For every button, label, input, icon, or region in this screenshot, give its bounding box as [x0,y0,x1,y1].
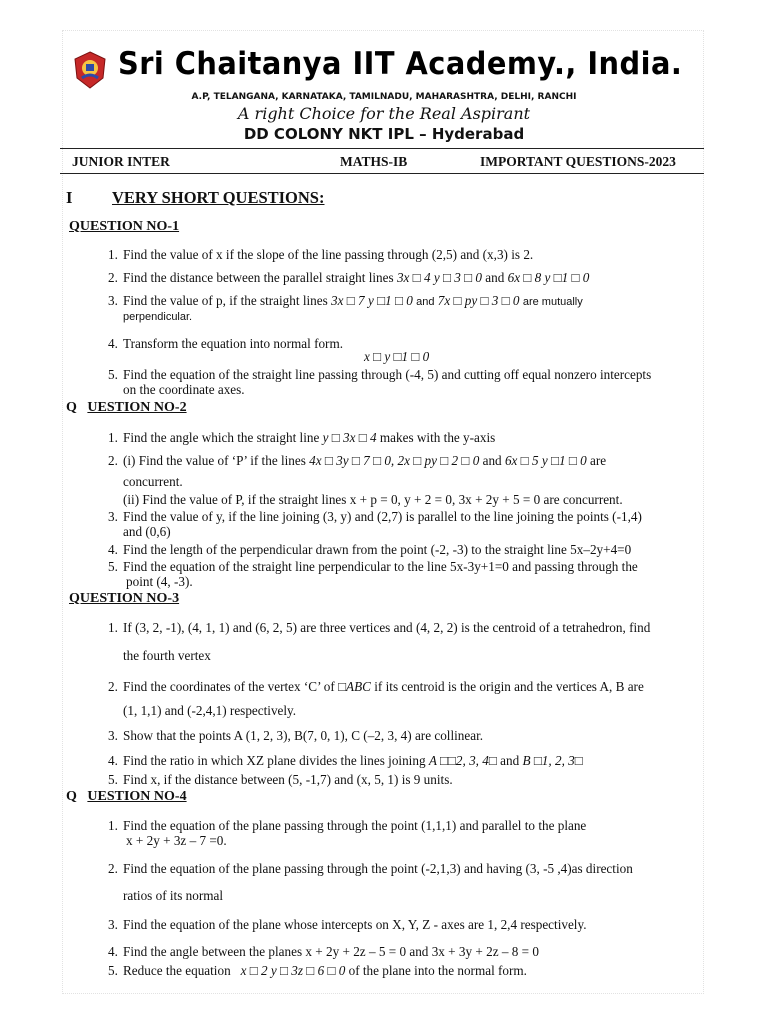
item-continuation: the fourth vertex [123,648,211,663]
item-text: Find the length of the perpendicular drawn from the point (-2, -3) to the straight line 5x–2y+4=0 [123,542,632,557]
q1-item-1 [108,247,686,262]
item-number: 3. [108,917,118,932]
states-list: A.P, TELANGANA, KARNATAKA, TAMILNADU, MAHARASHTRA, DELHI, RANCHI [191,92,577,102]
item-text-tail: are mutually [522,296,583,308]
q2-item-2 [108,453,686,507]
item-text: Transform the equation into normal form. [123,336,344,351]
item-text-tail: are [590,453,607,468]
and-text: and [416,296,435,308]
q4-item-1 [108,818,686,848]
question-heading-4 [66,789,187,805]
item-text: Reduce the equation [123,963,231,978]
item-continuation: point (4, -3). [126,574,193,589]
heading-rest: UESTION NO-4 [87,789,187,804]
q4-item-2 [108,861,686,903]
item-number: 2. [108,270,118,285]
item-text: Find the ratio in which XZ plane divides the lines joining [123,753,426,768]
section-title: VERY SHORT QUESTIONS: [112,188,325,207]
item-text: Find x, if the distance between (5, -1,7) and (x, 5, 1) is 9 units. [123,772,453,787]
item-text: Find the angle which the straight line [123,430,320,445]
item-number: 4. [108,542,118,557]
triangle-symbol: □ABC [338,679,371,694]
question-heading-3: QUESTION NO-3 [69,591,180,606]
q3-item-3 [108,728,686,743]
class-label: JUNIOR INTER [72,154,170,169]
paper-title: IMPORTANT QUESTIONS-2023 [480,154,676,169]
q2-item-5 [108,559,686,589]
item-text: Find the equation of the straight line perpendicular to the line 5x-3y+1=0 and passing through the [123,559,638,574]
item-number: 5. [108,963,118,978]
section-number: I [66,188,73,207]
q2-item-3 [108,509,686,539]
item-number: 3. [108,293,118,308]
equation: 7x □ py □ 3 □ 0 [437,293,520,308]
item-continuation: concurrent. [123,474,183,489]
item-number: 1. [108,620,118,635]
equation: 6x □ 8 y □1 □ 0 [507,270,590,285]
item-text-tail: if its centroid is the origin and the vertices A, B are [374,679,644,694]
and-text: and [482,453,502,468]
item-continuation: ratios of its normal [123,888,223,903]
q4-item-4 [108,944,686,959]
q1-item-2 [108,270,686,285]
item-number: 1. [108,818,118,833]
q3-item-5 [108,772,686,787]
academy-title: Sri Chaitanya IIT Academy., India. [118,46,683,82]
item-text: Find the equation of the plane passing through the point (-2,1,3) and having (3, -5 ,4)as direction [123,861,633,876]
item-text-tail: of the plane into the normal form. [348,963,527,978]
equation: y □ 3x □ 4 [322,430,377,445]
item-number: 4. [108,753,118,768]
heading-q: Q [66,789,77,804]
subject-bar [60,148,704,174]
q2-item-4 [108,542,686,557]
subject-label: MATHS-IB [340,154,408,169]
q3-item-4 [108,753,686,768]
item-number: 2. [108,861,118,876]
item-text: Find the value of p, if the straight lines [123,293,328,308]
item-number: 5. [108,559,118,574]
item-number: 5. [108,772,118,787]
heading-q: Q [66,400,77,415]
item-number: 3. [108,509,118,524]
item-number: 2. [108,453,118,468]
academy-logo [72,50,108,90]
question-heading-2 [66,400,187,416]
equation: 3x □ 7 y □1 □ 0 [331,293,413,308]
question-heading-1: QUESTION NO-1 [69,219,180,234]
equation: x □ 2 y □ 3z □ 6 □ 0 [240,963,346,978]
item-text: Find the equation of the plane whose intercepts on X, Y, Z - axes are 1, 2,4 respectively. [123,917,587,932]
item-text: Find the coordinates of the vertex ‘C’ of [123,679,335,694]
and-text: and [500,753,520,768]
item-text: Find the equation of the straight line passing through (-4, 5) and cutting off equal nonzero intercepts [123,367,652,382]
equation: 4x □ 3y □ 7 □ 0, 2x □ py □ 2 □ 0 [309,453,480,468]
equation: 6x □ 5 y □1 □ 0 [504,453,587,468]
q3-item-1 [108,620,686,663]
item-text: Show that the points A (1, 2, 3), B(7, 0, 1), C (–2, 3, 4) are collinear. [123,728,484,743]
item-text: Find the value of y, if the line joining (3, y) and (2,7) is parallel to the line joining the points (-1,4) [123,509,642,524]
item-text: Find the equation of the plane passing through the point (1,1,1) and parallel to the plane [123,818,587,833]
q4-item-3 [108,917,686,932]
item-text: (i) Find the value of ‘P’ if the lines [123,453,306,468]
point-a: A □□2, 3, 4□ [428,753,497,768]
item-number: 5. [108,367,118,382]
item-continuation: perpendicular. [123,311,193,323]
item-text: Find the angle between the planes x + 2y + 2z – 5 = 0 and 3x + 3y + 2z – 8 = 0 [123,944,539,959]
q2-item-1 [108,430,686,445]
tagline: A right Choice for the Real Aspirant [237,104,531,123]
item-text: If (3, 2, -1), (4, 1, 1) and (6, 2, 5) are three vertices and (4, 2, 2) is the centroid of a tetrahedron, find [123,620,651,635]
heading-rest: UESTION NO-2 [87,400,187,415]
q4-item-5 [108,963,686,978]
q1-item-3 [108,293,686,325]
q1-item-5 [108,367,686,397]
campus-name: DD COLONY NKT IPL – Hyderabad [243,125,525,143]
and-text: and [485,270,505,285]
item-number: 4. [108,336,118,351]
q3-item-2 [108,679,686,718]
item-number: 4. [108,944,118,959]
item-text: Find the value of x if the slope of the line passing through (2,5) and (x,3) is 2. [123,247,534,262]
item-continuation: x + 2y + 3z – 7 =0. [126,833,227,848]
item-part-ii: (ii) Find the value of P, if the straight lines x + p = 0, y + 2 = 0, 3x + 2y + 5 = 0 are concurrent. [123,492,623,507]
item-continuation: (1, 1,1) and (-2,4,1) respectively. [123,703,297,718]
item-number: 2. [108,679,118,694]
item-number: 1. [108,430,118,445]
item-number: 3. [108,728,118,743]
normal-form-equation: x □ y □1 □ 0 [364,349,430,364]
item-text-tail: makes with the y-axis [379,430,496,445]
equation: 3x □ 4 y □ 3 □ 0 [396,270,482,285]
point-b: B □1, 2, 3□ [522,753,583,768]
item-number: 1. [108,247,118,262]
item-continuation: on the coordinate axes. [123,382,245,397]
item-continuation: and (0,6) [123,524,171,539]
item-text: Find the distance between the parallel straight lines [123,270,394,285]
